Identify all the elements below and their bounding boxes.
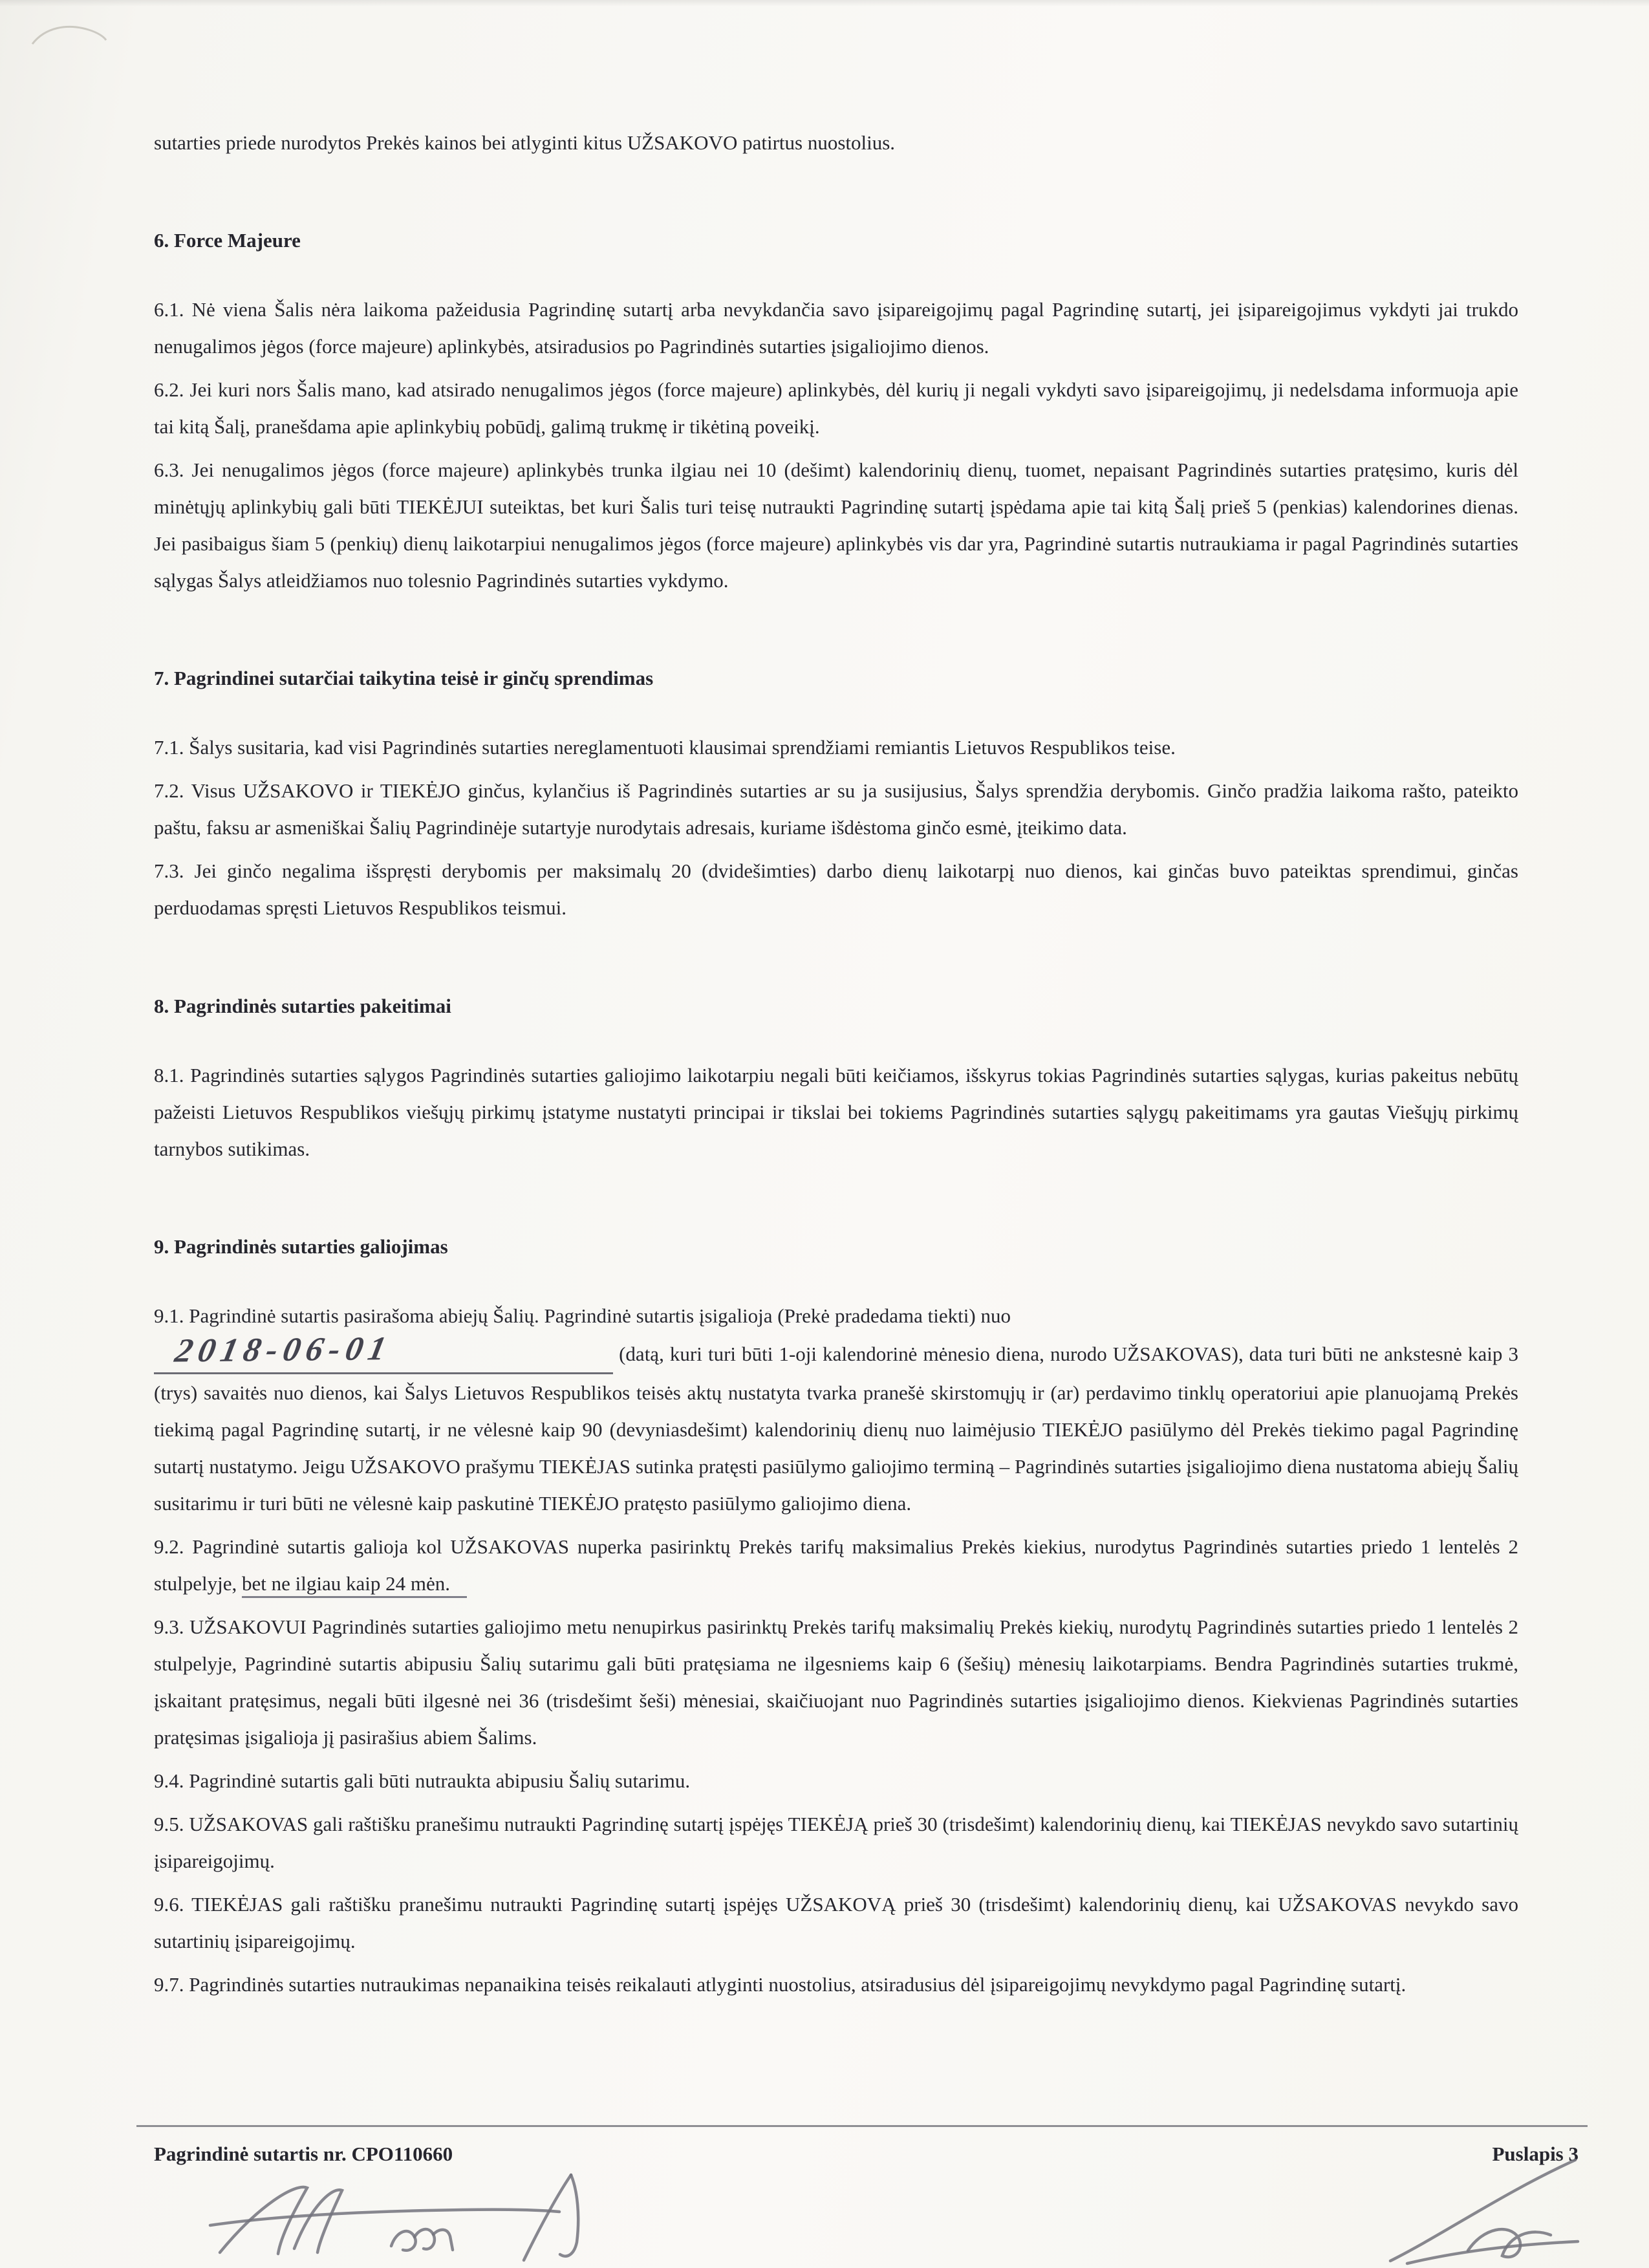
paragraph-9-7: 9.7. Pagrindinės sutarties nutraukimas nepanaikina teisės reikalauti atlyginti nuostolius, atsiradusius dėl įsipareigojimų nevykdymo pagal Pagrindinę sutartį. bbox=[154, 1973, 1406, 1996]
start-date-blank-field bbox=[154, 1330, 613, 1374]
paragraph-9-2 bbox=[154, 1528, 1518, 1602]
page-number-label: Puslapis 3 bbox=[1492, 2143, 1579, 2165]
scan-artifact-icon bbox=[27, 17, 111, 52]
paragraph-intro: sutarties priede nurodytos Prekės kainos bei atlyginti kitus UŽSAKOVO patirtus nuostolius. bbox=[154, 131, 896, 154]
section-heading-8: 8. Pagrindinės sutarties pakeitimai bbox=[154, 994, 451, 1017]
section-heading-6: 6. Force Majeure bbox=[154, 229, 301, 252]
paragraph-7-3: 7.3. Jei ginčo negalima išspręsti derybomis per maksimalų 20 (dvidešimties) darbo dienų laikotarpį nuo dienos, kai ginčas buvo pateiktas sprendimui, ginčas perduodamas spręsti Lietuvos Respublikos teismui. bbox=[154, 859, 1518, 920]
paragraph-7-1: 7.1. Šalys susitaria, kad visi Pagrindinės sutarties nereglamentuoti klausimai sprendžiami remiantis Lietuvos Respublikos teise. bbox=[154, 736, 1176, 759]
paragraph-9-5: 9.5. UŽSAKOVAS gali raštišku pranešimu nutraukti Pagrindinę sutartį įspėjęs TIEKĖJĄ prieš 30 (trisdešimt) kalendorinių dienų, kai TIEKĖJAS nevykdo savo sutartinių įsipareigojimų. bbox=[154, 1813, 1518, 1873]
paragraph-9-3: 9.3. UŽSAKOVUI Pagrindinės sutarties galiojimo metu nenupirkus pasirinktų Prekės tarifų maksimalių Prekės kiekių, nurodytų Pagrindinės sutarties priedo 1 lentelės 2 stulpelyje, Pagrindinė sutartis abipusiu Šalių sutarimu gali būti pratęsiama ne ilgesniems kaip 6 (šešių) mėnesių laikotarpiams. Bendra Pagrindinės sutarties trukmė, įskaitant pratęsimus, negali būti ilgesnė nei 36 (trisdešimt šeši) mėnesiai, skaičiuojant nuo Pagrindinės sutarties įsigaliojimo dienos. Kiekvienas Pagrindinės sutarties pratęsimas įsigalioja jį pasirašius abiem Šalims. bbox=[154, 1615, 1518, 1749]
signature-supplier-icon bbox=[197, 2170, 624, 2267]
paragraph-6-2: 6.2. Jei kuri nors Šalis mano, kad atsirado nenugalimos jėgos (force majeure) aplinkybės, dėl kurių ji negali vykdyti savo įsipareigojimų, ji nedelsdama informuoja apie tai kitą Šalį, pranešdama apie aplinkybių pobūdį, galimą trukmę ir tikėtiną poveikį. bbox=[154, 378, 1518, 438]
paragraph-9-1-lead: 9.1. Pagrindinė sutartis pasirašoma abiejų Šalių. Pagrindinė sutartis įsigalioja (Prekė pradedama tiekti) nuo bbox=[154, 1304, 1011, 1327]
paragraph-9-2-underlined-phrase: bet ne ilgiau kaip 24 mėn. bbox=[242, 1572, 467, 1598]
contract-number-label: Pagrindinė sutartis nr. CPO110660 bbox=[154, 2143, 453, 2165]
paragraph-9-6: 9.6. TIEKĖJAS gali raštišku pranešimu nutraukti Pagrindinę sutartį įspėjęs UŽSAKOVĄ prieš 30 (trisdešimt) kalendorinių dienų, kai UŽSAKOVAS nevykdo savo sutartinių įsipareigojimų. bbox=[154, 1893, 1518, 1953]
section-heading-9: 9. Pagrindinės sutarties galiojimas bbox=[154, 1235, 448, 1258]
paragraph-7-2: 7.2. Visus UŽSAKOVO ir TIEKĖJO ginčus, kylančius iš Pagrindinės sutarties ar su ja susijusius, Šalys sprendžia derybomis. Ginčo pradžia laikoma rašto, pateikto paštu, faksu ar asmeniškai Šalių Pagrindinėje sutartyje nurodytais adresais, kuriame išdėstoma ginčo esmė, įteikimo data. bbox=[154, 779, 1518, 839]
section-heading-7: 7. Pagrindinei sutarčiai taikytina teisė ir ginčų sprendimas bbox=[154, 667, 654, 690]
paragraph-6-3: 6.3. Jei nenugalimos jėgos (force majeure) aplinkybės trunka ilgiau nei 10 (dešimt) kalendorinių dienų, tuomet, nepaisant Pagrindinės sutarties pratęsimo, kuris dėl minėtųjų aplinkybių gali būti TIEKĖJUI suteiktas, bet kuri Šalis turi teisę nutraukti Pagrindinę sutartį įspėdama apie tai kitą Šalį prieš 5 (penkias) kalendorines dienas. Jei pasibaigus šiam 5 (penkių) dienų laikotarpiui nenugalimos jėgos (force majeure) aplinkybės vis dar yra, Pagrindinė sutartis nutraukiama ir pagal Pagrindinės sutarties sąlygas Šalys atleidžiamos nuo tolesnio Pagrindinės sutarties vykdymo. bbox=[154, 459, 1518, 592]
paragraph-9-2-text: 9.2. Pagrindinė sutartis galioja kol UŽSAKOVAS nuperka pasirinktų Prekės tarifų maksimalius Prekės kiekius, nurodytus Pagrindinės sutarties priedo 1 lentelės 2 stulpelyje, bbox=[154, 1535, 1518, 1595]
paragraph-9-4: 9.4. Pagrindinė sutartis gali būti nutraukta abipusiu Šalių sutarimu. bbox=[154, 1769, 691, 1793]
paragraph-9-1-rest: (datą, kuri turi būti 1-oji kalendorinė mėnesio diena, nurodo UŽSAKOVAS), data turi būti ne ankstesnė kaip 3 (trys) savaitės nuo dienos, kai Šalys Lietuvos Respublikos teisės aktų nustatyta tvarka pranešė skirstomųjų ir (ar) perdavimo tinklų operatoriui apie planuojamą Prekės tiekimą pagal Pagrindinę sutartį, ir ne vėlesnė kaip 90 (devyniasdešimt) kalendorinių dienų nuo laimėjusio TIEKĖJO pasiūlymo dėl Prekės tiekimo pagal Pagrindinę sutartį nustatymo. Jeigu UŽSAKOVO prašymu TIEKĖJAS sutinka pratęsti pasiūlymo galiojimo terminą – Pagrindinės sutarties įsigaliojimo diena nustatoma abiejų Šalių susitarimu ir turi būti ne vėlesnė kaip paskutinė TIEKĖJO pratęsto pasiūlymo galiojimo diena. bbox=[154, 1342, 1518, 1515]
contract-body bbox=[154, 124, 1518, 2009]
paragraph-6-1: 6.1. Nė viena Šalis nėra laikoma pažeidusia Pagrindinę sutartį arba nevykdančia savo įsipareigojimų pagal Pagrindinę sutartį, jei įsipareigojimus vykdyti jai trukdo nenugalimos jėgos (force majeure) aplinkybės, atsiradusios po Pagrindinės sutarties įsigaliojimo dienos. bbox=[154, 298, 1518, 358]
paragraph-9-1 bbox=[154, 1297, 1518, 1522]
signature-customer-icon bbox=[1370, 2152, 1591, 2268]
handwritten-start-date: 2018-06-01 bbox=[171, 1330, 395, 1370]
paragraph-9-1-body bbox=[154, 1330, 1518, 1522]
paragraph-8-1: 8.1. Pagrindinės sutarties sąlygos Pagrindinės sutarties galiojimo laikotarpiu negali būti keičiamos, išskyrus tokias Pagrindinės sutarties sąlygas, kurias pakeitus nebūtų pažeisti Lietuvos Respublikos viešųjų pirkimų įstatyme nustatyti principai ir tikslai bei tokiems Pagrindinės sutarties sąlygų pakeitimams yra gautas Viešųjų pirkimų tarnybos sutikimas. bbox=[154, 1063, 1518, 1160]
